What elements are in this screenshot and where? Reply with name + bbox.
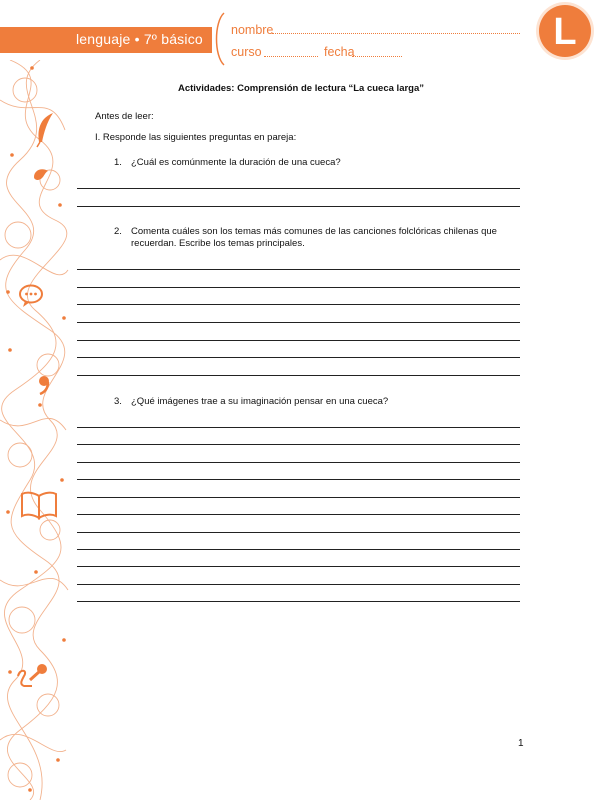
answer-line[interactable] [77, 479, 520, 480]
comma-icon [38, 375, 50, 395]
answer-line[interactable] [77, 269, 520, 270]
activity-title [0, 83, 600, 94]
speech-bubble-icon [18, 284, 44, 308]
answer-line[interactable] [77, 462, 520, 463]
question-3-number: 3. [114, 396, 122, 407]
question-3-text: ¿Qué imágenes trae a su imaginación pensar en una cueca? [131, 396, 389, 407]
header-divider-curve [212, 12, 226, 66]
date-field[interactable] [352, 56, 402, 57]
question-2-text: Comenta cuáles son los temas más comunes de las canciones folclóricas chilenas que recuerdan. Escribe los temas principales. [131, 226, 497, 249]
name-label: nombre [231, 23, 274, 37]
answer-line[interactable] [77, 287, 520, 288]
answer-line[interactable] [77, 532, 520, 533]
instruction-text: I. Responde las siguientes preguntas en pareja: [95, 132, 297, 143]
answer-line[interactable] [77, 357, 520, 358]
answer-line[interactable] [77, 566, 520, 567]
question-2-number: 2. [114, 226, 122, 237]
answer-line[interactable] [77, 375, 520, 376]
name-field[interactable] [272, 33, 520, 34]
ink-drop-icon [32, 165, 50, 181]
answer-line[interactable] [77, 444, 520, 445]
answer-line[interactable] [77, 427, 520, 428]
answer-line[interactable] [77, 514, 520, 515]
subject-header-band [0, 27, 212, 53]
course-field[interactable] [264, 56, 318, 57]
answer-line[interactable] [77, 497, 520, 498]
pre-reading-label: Antes de leer: [95, 111, 154, 122]
open-book-icon [20, 490, 58, 520]
question-1-text: ¿Cuál es comúnmente la duración de una cueca? [131, 157, 341, 168]
page-number: 1 [518, 738, 524, 749]
answer-line[interactable] [77, 188, 520, 189]
question-1-number: 1. [114, 157, 122, 168]
answer-line[interactable] [77, 584, 520, 585]
activity-title-text: Actividades: Comprensión de lectura “La cueca larga” [177, 83, 425, 94]
answer-line[interactable] [77, 206, 520, 207]
answer-line[interactable] [77, 549, 520, 550]
answer-line[interactable] [77, 340, 520, 341]
course-label: curso [231, 45, 262, 59]
subject-grade-label: lenguaje • 7º básico [76, 31, 203, 47]
microphone-icon [16, 662, 50, 690]
subject-badge: L [539, 5, 591, 57]
answer-line[interactable] [77, 322, 520, 323]
date-label: fecha [324, 45, 355, 59]
quill-icon [34, 112, 56, 148]
answer-line[interactable] [77, 304, 520, 305]
answer-line[interactable] [77, 601, 520, 602]
